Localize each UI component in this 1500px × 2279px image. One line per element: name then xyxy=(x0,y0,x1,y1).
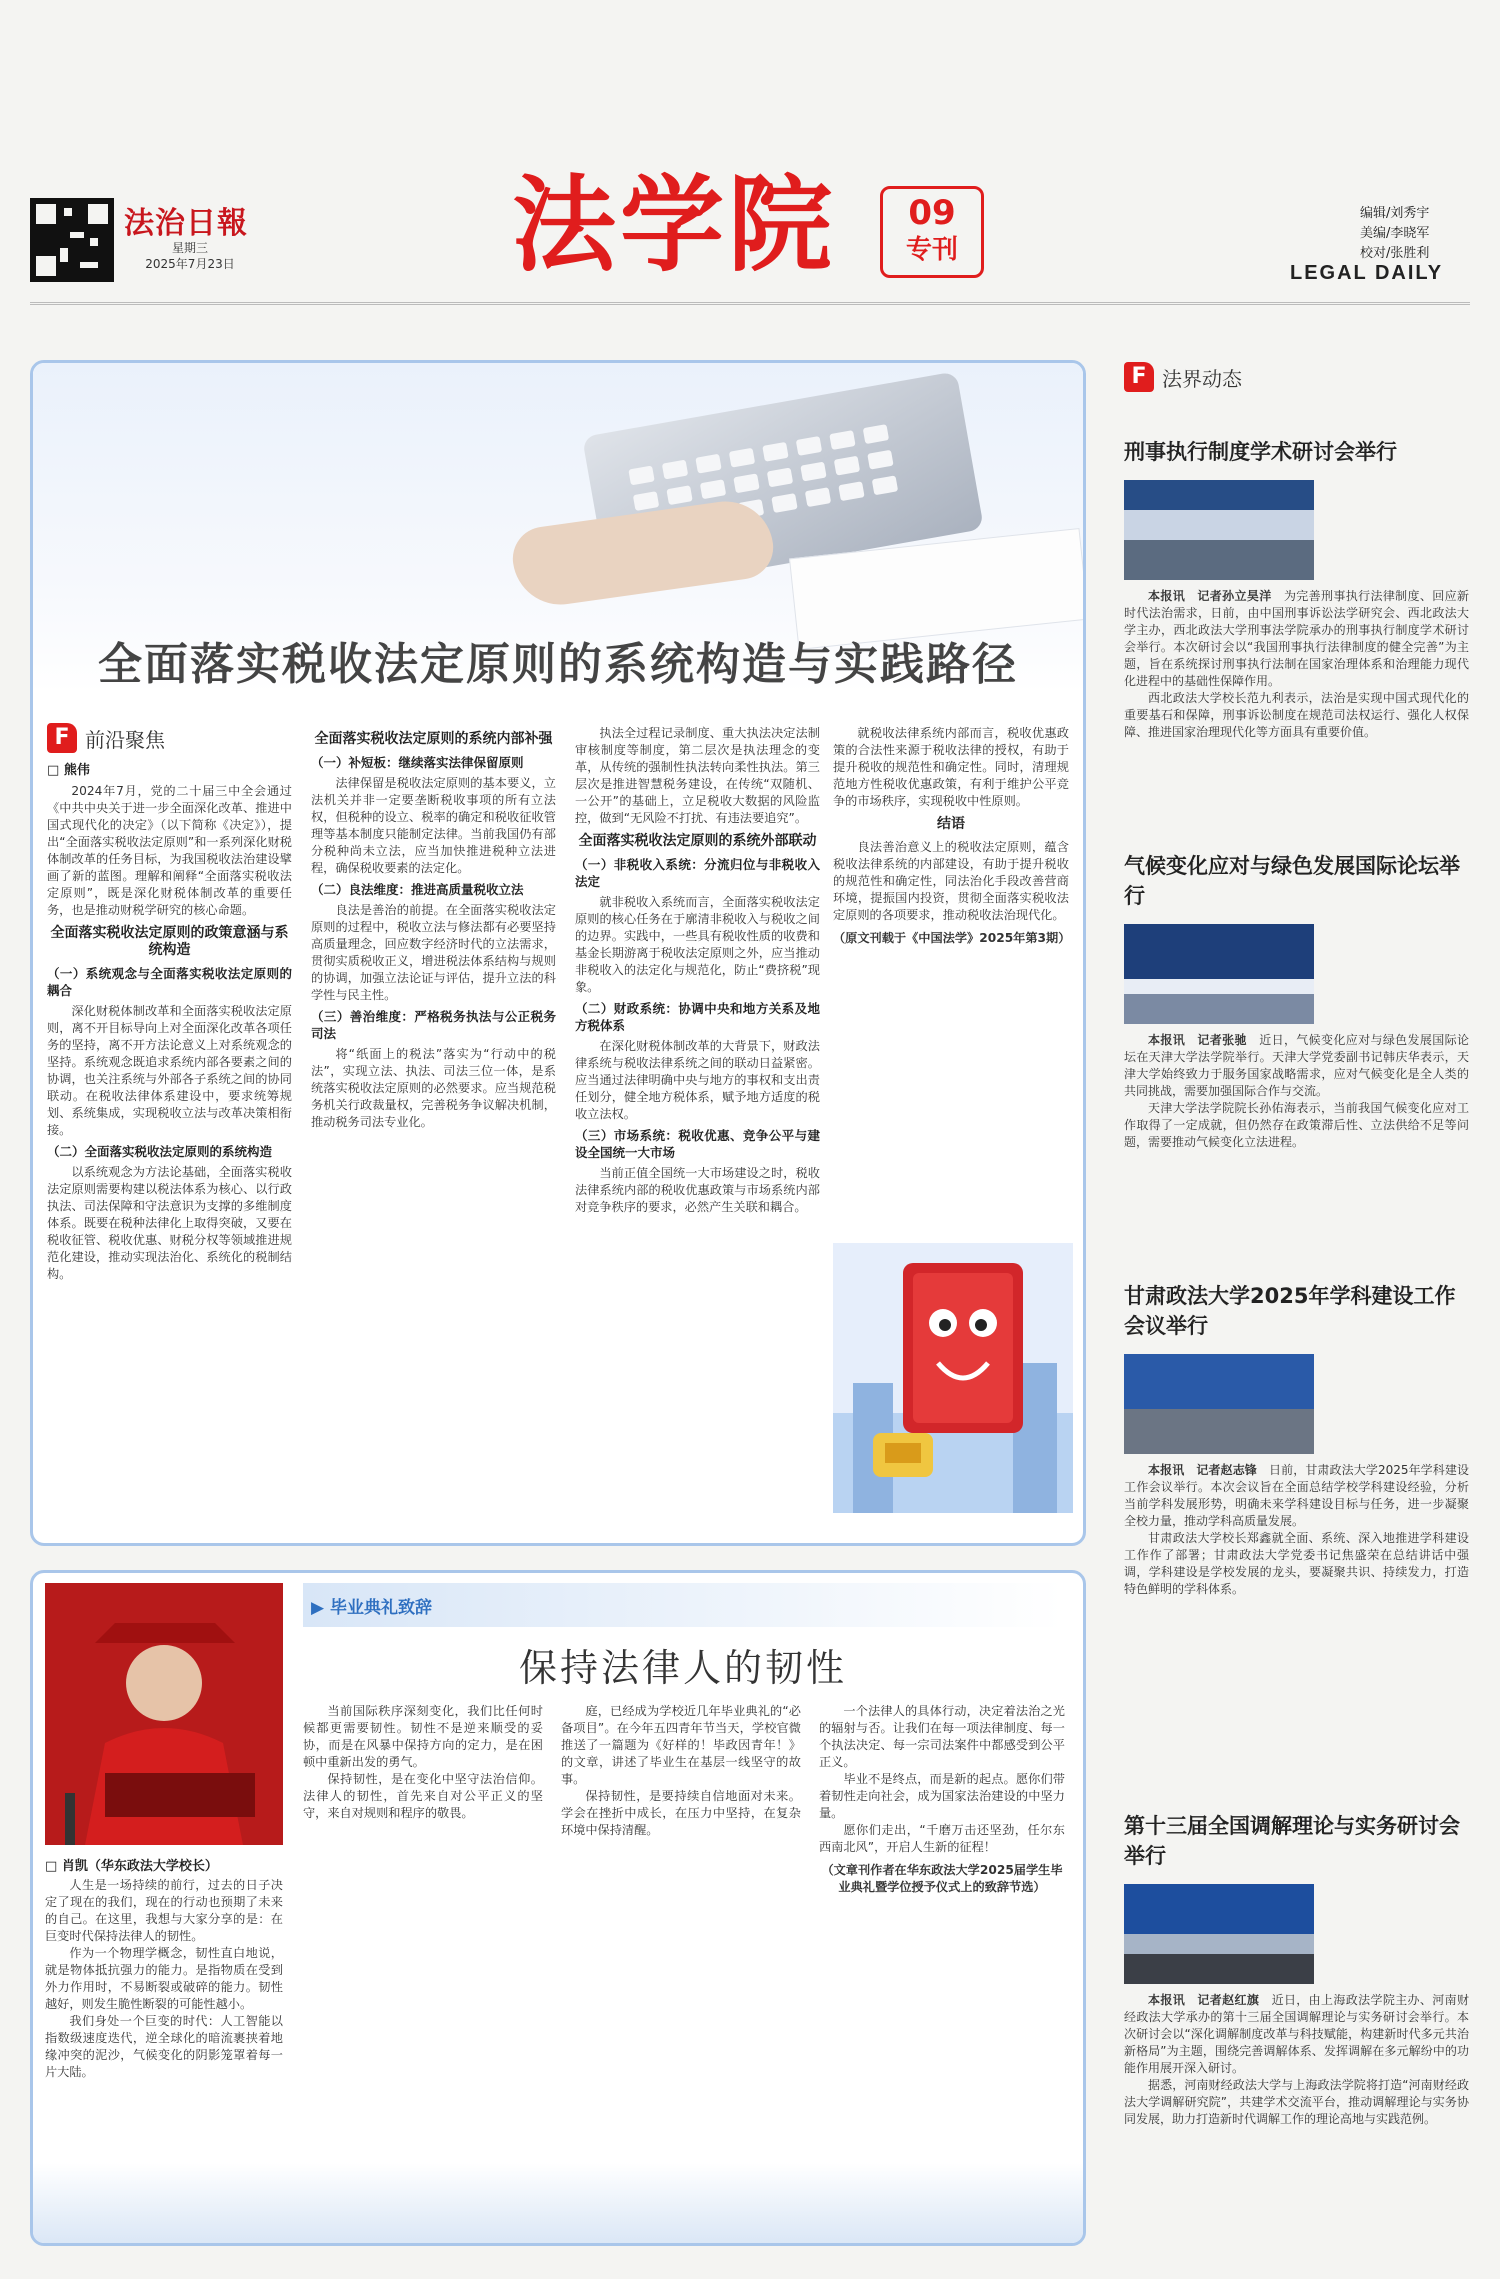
news-photo xyxy=(1124,1354,1314,1454)
law-book-cartoon xyxy=(833,1243,1073,1513)
news-photo xyxy=(1124,1884,1314,1984)
news-title: 刑事执行制度学术研讨会举行 xyxy=(1124,440,1397,464)
news-item: 第十三届全国调解理论与实务研讨会举行 本报讯 记者赵红旗 近日，由上海政法学院主办、河南财经政法大学承办的第十三届全国调解理论与实务研讨会举行。本次研讨会以“深化调解制度改革与科技赋能，构建新时代多元共治新格局”为主题，围绕完善调解体系、发挥调解在多元解纷中的功能作用展开深入研讨。 据悉，河南财经政法大学与上海政法学院将打造“河南财经政法大学调解研究院”，共建学术交流平台，推动调解理论与实务协同发展，助力打造新时代调解工作的理论高地与实践范例。 xyxy=(1124,1810,1469,2128)
author-marker-icon: □ xyxy=(45,1859,62,1874)
section-f-icon: F xyxy=(1124,362,1154,392)
qr-code xyxy=(30,198,114,282)
news-photo xyxy=(1124,480,1314,580)
feature-headline: 全面落实税收法定原则的系统构造与实践路径 xyxy=(98,639,1018,690)
section-title: 法学院 xyxy=(512,164,837,286)
hero-illustration xyxy=(33,363,1083,693)
speech-column-4: 一个法律人的具体行动，决定着法治之光的辐射与否。让我们在每一项法律制度、每一个执法决定、每一宗司法案件中都感受到公平正义。 毕业不是终点，而是新的起点。愿你们带着韧性走向社会，成为国家法治建设的中坚力量。 愿你们走出，“千磨万击还坚劲，任尔东西南北风”，开启人生新的征程！ （文章刊作者在华东政法大学2025届学生毕业典礼暨学位授予仪式上的致辞节选） xyxy=(819,1704,1065,1894)
section-f-icon: F xyxy=(47,723,77,753)
speech-column-3: 庭，已经成为学校近几年毕业典礼的“必备项目”。在今年五四青年节当天，学校官微推送了一篇题为《好样的！毕政因青年！》的文章，讲述了毕业生在基层一线坚守的故事。 保持韧性，是要持续自信地面对未来。学会在挫折中成长，在压力中坚持，在复杂环境中保持清醒。 xyxy=(561,1704,801,1837)
section-tag-graduation: ▶ 毕业典礼致辞 xyxy=(311,1598,432,1618)
section-tag-news: F 法界动态 xyxy=(1124,362,1242,392)
feature-column-1: 2024年7月，党的二十届三中全会通过《中共中央关于进一步全面深化改革、推进中国式现代化的决定》（以下简称《决定》），提出“全面落实税收法定原则”和一系列深化财税体制改革的任务目标，为我国税收法治建设擘画了新的蓝图。理解和阐释“全面落实税收法定原则”，既是深化财税体制改革的重要任务，也是推动财税学研究的核心命题。 全面落实税收法定原则的政策意涵与系统构造 （一）系统观念与全面落实税收法定原则的耦合 深化财税体制改革和全面落实税收法定原则，离不开目标导向上对全面深化改革各项任务的坚持，离不开方法论意义上对系统观念的坚持。系统观念既追求系统内部各要素之间的协调，也关注系统与外部各子系统之间的协同联动。在税收法律体系建设中，要求统筹规划、系统集成，实现税收立法与改革决策相衔接。 （二）全面落实税收法定原则的系统构造 以系统观念为方法论基础，全面落实税收法定原则需要构建以税法体系为核心、以行政执法、司法保障和守法意识为支撑的多维制度体系。既要在税种法律化上取得突破，又要在税收征管、税收优惠、财税分权等领域推进规范化建设，推动实现法治化、系统化的税制结构。 xyxy=(47,784,292,1281)
speaker-photo xyxy=(45,1583,283,1845)
cartoon-illustration xyxy=(833,1243,1073,1513)
masthead-divider xyxy=(30,302,1470,305)
speech-column-1: 人生是一场持续的前行，过去的日子决定了现在的我们，现在的行动也预期了未来的自己。在这里，我想与大家分享的是：在巨变时代保持法律人的韧性。 作为一个物理学概念，韧性直白地说，就是物体抵抗强力的能力。是指物质在受到外力作用时，不易断裂或破碎的能力。韧性越好，则发生脆性断裂的可能性越小。 我们身处一个巨变的时代：人工智能以指数级速度迭代，逆全球化的暗流裹挟着地缘冲突的泥沙，气候变化的阴影笼罩着每一片大陆。 xyxy=(45,1878,283,2079)
arrow-icon: ▶ xyxy=(311,1598,330,1618)
feature-column-4: 就税收法律系统内部而言，税收优惠政策的合法性来源于税收法律的授权，有助于提升税收的规范性和确定性。同时，清理规范地方性税收优惠政策，有利于维护公平竞争的市场秩序，实现税收中性原则。 结语 良法善治意义上的税收法定原则，蕴含税收法律系统的内部建设，有助于提升税收的规范性和确定性，同法治化手段改善营商环境，提振国内投资，贯彻全面落实税收法定原则的各项要求，推动税收法治现代化。 （原文刊载于《中国法学》2025年第3期） xyxy=(833,726,1071,945)
speech-column-2: 当前国际秩序深刻变化，我们比任何时候都更需要韧性。韧性不是逆来顺受的妥协，而是在风暴中保持方向的定力，是在困顿中重新出发的勇气。 保持韧性，是在变化中坚守法治信仰。法律人的韧性，首先来自对公平正义的坚守，来自对规则和程序的敬畏。 xyxy=(303,1704,543,1820)
feature-article xyxy=(30,360,1086,1546)
editor-credits: 编辑/刘秀宇 美编/李晓军 校对/张胜利 xyxy=(1360,206,1430,261)
brand-wordmark: LEGAL DAILY xyxy=(1290,262,1444,284)
issue-badge: 09 专刊 xyxy=(880,186,984,278)
news-title: 甘肃政法大学2025年学科建设工作会议举行 xyxy=(1124,1284,1456,1338)
news-item: 甘肃政法大学2025年学科建设工作会议举行 本报讯 记者赵志锋 日前，甘肃政法大学2025年学科建设工作会议举行。本次会议旨在全面总结学校学科建设经验，分析当前学科发展形势，明确未来学科建设目标与任务，进一步凝聚全校力量，推动学科高质量发展。 甘肃政法大学校长郑鑫就全面、系统、深入地推进学科建设工作作了部署；甘肃政法大学党委书记焦盛荣在总结讲话中强调，学科建设是学校发展的龙头，要凝聚共识、持续发力，打造特色鲜明的学科体系。 xyxy=(1124,1280,1469,1598)
feature-source-note: （原文刊载于《中国法学》2025年第3期） xyxy=(833,931,1071,945)
news-photo xyxy=(1124,924,1314,1024)
news-title: 气候变化应对与绿色发展国际论坛举行 xyxy=(1124,854,1460,908)
feature-author: □ 熊伟 xyxy=(47,763,90,778)
feature-column-3: 执法全过程记录制度、重大执法决定法制审核制度等制度，第二层次是执法理念的变革，从传统的强制性执法转向柔性执法。第三层次是推进智慧税务建设，在传统“双随机、一公开”的基础上，立足税收大数据的风险监控，做到“无风险不打扰、有违法要追究”。 全面落实税收法定原则的系统外部联动 （一）非税收入系统：分流归位与非税收入法定 就非税收入系统而言，全面落实税收法定原则的核心任务在于廓清非税收入与税收之间的边界。实践中，一些具有税收性质的收费和基金长期游离于税收法定原则之外，应当推动非税收入的法定化与规范化，防止“费挤税”现象。 （二）财政系统：协调中央和地方关系及地方税体系 在深化财税体制改革的大背景下，财政法律系统与税收法律系统之间的联动日益紧密。应当通过法律明确中央与地方的事权和支出责任划分，健全地方税体系，赋予地方适度的税收立法权。 （三）市场系统：税收优惠、竞争公平与建设全国统一大市场 当前正值全国统一大市场建设之时，税收法律系统内部的税收优惠政策与市场系统内部对竞争秩序的要求，必然产生关联和耦合。 xyxy=(575,726,820,1214)
speech-article xyxy=(30,1570,1086,2246)
speech-source-note: （文章刊作者在华东政法大学2025届学生毕业典礼暨学位授予仪式上的致辞节选） xyxy=(821,1863,1063,1894)
author-marker-icon: □ xyxy=(47,763,64,778)
speech-author: □ 肖凯（华东政法大学校长） xyxy=(45,1859,218,1874)
speech-title: 保持法律人的韧性 xyxy=(518,1646,847,1690)
news-item: 刑事执行制度学术研讨会举行 本报讯 记者孙立昊洋 为完善刑事执行法律制度、回应新时代法治需求，日前，由中国刑事诉讼法学研究会、西北政法大学主办，西北政法大学刑事法学院承办的刑事执行制度学术研讨会举行。本次研讨会以“我国刑事执行法律制度的健全完善”为主题，旨在系统探讨刑事执行法制在国家治理体系和治理能力现代化进程中的基础性保障作用。 西北政法大学校长范九利表示，法治是实现中国式现代化的重要基石和保障，刑事诉讼制度在规范司法权运行、强化人权保障、推进国家治理现代化等方面具有重要价值。 xyxy=(1124,436,1469,741)
skyline-decoration xyxy=(33,2163,1083,2243)
news-item: 气候变化应对与绿色发展国际论坛举行 本报讯 记者张驰 近日，气候变化应对与绿色发展国际论坛在天津大学法学院举行。天津大学党委副书记韩庆华表示，天津大学始终致力于服务国家战略需求，应对气候变化是全人类的共同挑战，需要加强国际合作与交流。 天津大学法学院院长孙佑海表示，当前我国气候变化应对工作取得了一定成就，但仍然存在政策滞后性、立法供给不足等问题，需要推动气候变化立法进程。 xyxy=(1124,850,1469,1151)
hand-illustration xyxy=(509,495,778,610)
feature-column-2: 全面落实税收法定原则的系统内部补强 （一）补短板：继续落实法律保留原则 法律保留是税收法定原则的基本要义，立法机关并非一定要垄断税收事项的所有立法权，但税种的设立、税率的确定和税收征收管理等基本制度只能制定法律。当前我国仍有部分税种尚未立法，应当加快推进税种立法进程，确保税收要素的法定化。 （二）良法维度：推进高质量税收立法 良法是善治的前提。在全面落实税收法定原则的过程中，税收立法与修法都有必要坚持高质量理念，回应数字经济时代的立法需求，贯彻实质税收正义，增进税法体系结构与规则的协调，加强立法论证与评估，提升立法的科学性与民主性。 （三）善治维度：严格税务执法与公正税务司法 将“纸面上的税法”落实为“行动中的税法”，实现立法、执法、司法三位一体，是系统落实税收法定原则的必然要求。应当规范税务机关行政裁量权，完善税务争议解决机制，推动税务司法专业化。 xyxy=(311,731,556,1129)
section-tag-frontier: F 前沿聚焦 xyxy=(47,723,165,753)
masthead-date: 星期三 2025年7月23日 xyxy=(145,241,235,271)
news-title: 第十三届全国调解理论与实务研讨会举行 xyxy=(1124,1814,1460,1868)
paper-logo: 法治日報 xyxy=(124,206,248,241)
